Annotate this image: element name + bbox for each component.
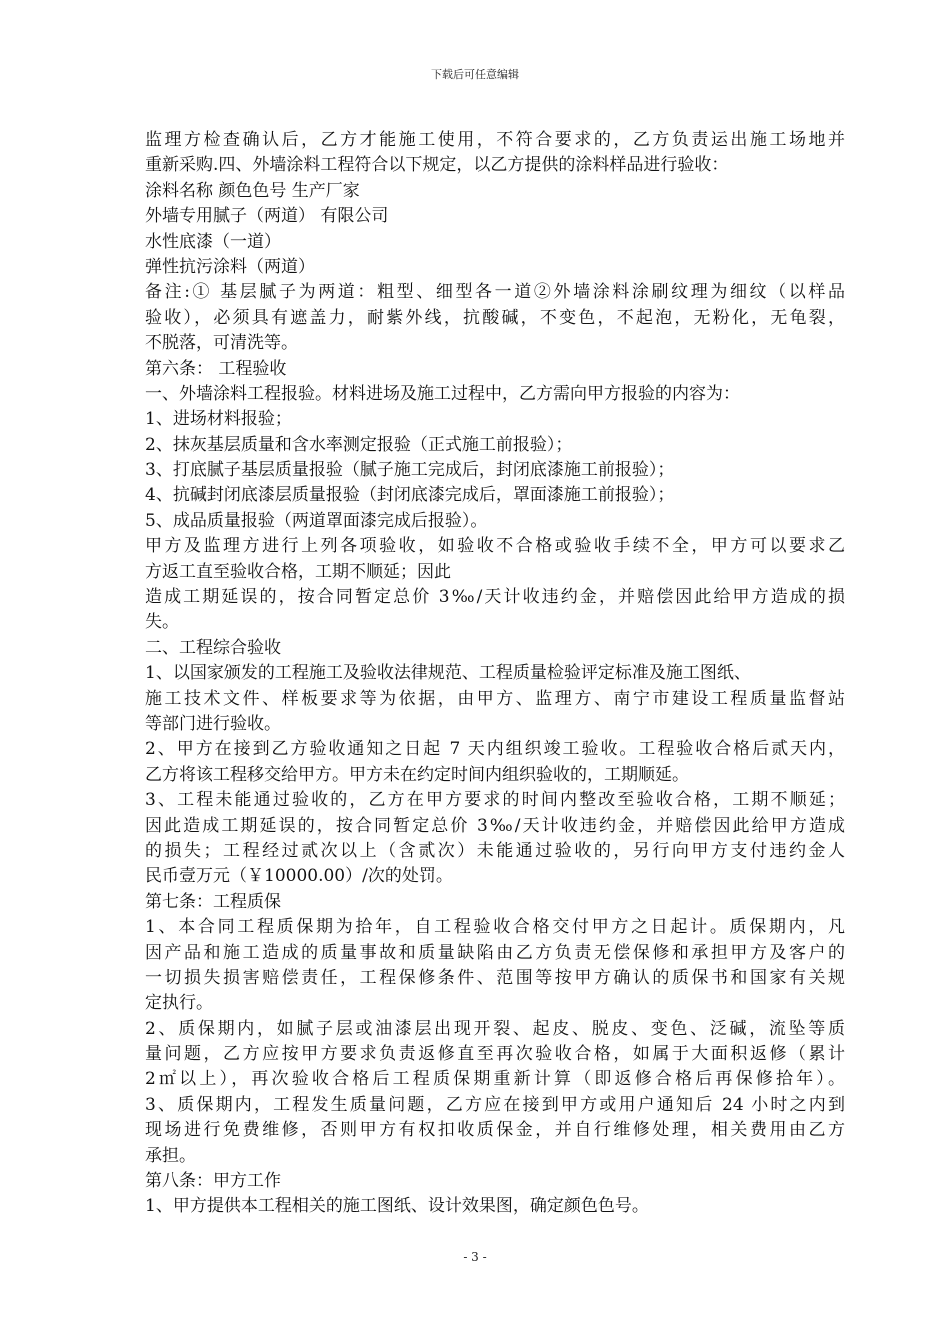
text-line: 的损失；工程经过贰次以上（含贰次）未能通过验收的，另行向甲方支付违约金人: [145, 840, 845, 861]
text-line: 备注:① 基层腻子为两道：粗型、细型各一道②外墙涂料涂刷纹理为细纹（以样品: [145, 282, 845, 303]
text-line: 外墙专用腻子（两道） 有限公司: [145, 206, 389, 227]
text-line: 现场进行免费维修，否则甲方有权扣收质保金，并自行维修处理，相关费用由乙方: [145, 1120, 845, 1141]
text-line: 承担。: [145, 1145, 196, 1166]
text-line: 定执行。: [145, 993, 213, 1014]
text-line: 1、本合同工程质保期为拾年，自工程验收合格交付甲方之日起计。质保期内，凡: [145, 917, 845, 938]
text-line: 4、抗碱封闭底漆层质量报验（封闭底漆完成后，罩面漆施工前报验）；: [145, 485, 675, 506]
text-line: 施工技术文件、样板要求等为依据，由甲方、监理方、南宁市建设工程质量监督站: [145, 688, 845, 709]
text-line: 3、工程未能通过验收的，乙方在甲方要求的时间内整改至验收合格，工期不顺延；: [145, 790, 845, 811]
page-header: 下载后可任意编辑: [431, 68, 519, 81]
text-line: 量问题，乙方应按甲方要求负责返修直至再次验收合格，如属于大面积返修（累计: [145, 1044, 845, 1065]
text-line: 监理方检查确认后，乙方才能施工使用，不符合要求的，乙方负责运出施工场地并: [145, 130, 845, 150]
text-line: 水性底漆（一道）: [145, 231, 281, 252]
text-line: 2、质保期内，如腻子层或油漆层出现开裂、起皮、脱皮、变色、泛碱，流坠等质: [145, 1018, 845, 1039]
text-line: 不脱落，可清洗等。: [145, 333, 298, 354]
text-line: 2㎡以上），再次验收合格后工程质保期重新计算（即返修合格后再保修拾年）。: [145, 1069, 845, 1090]
text-line: 1、进场材料报验；: [145, 409, 292, 430]
text-line: 5、成品质量报验（两道罩面漆完成后报验）。: [145, 510, 488, 531]
text-line: 一、外墙涂料工程报验。材料进场及施工过程中，乙方需向甲方报验的内容为：: [145, 383, 740, 404]
text-line: 失。: [145, 612, 179, 633]
text-line: 二、工程综合验收: [145, 637, 281, 658]
text-line: 2、抹灰基层质量和含水率测定报验（正式施工前报验）；: [145, 434, 573, 455]
text-line: 第七条：工程质保: [145, 891, 281, 912]
text-line: 乙方将该工程移交给甲方。甲方未在约定时间内组织验收的，工期顺延。: [145, 764, 689, 785]
text-line: 3、打底腻子基层质量报验（腻子施工完成后，封闭底漆施工前报验）；: [145, 460, 675, 481]
text-line: 等部门进行验收。: [145, 713, 281, 734]
text-line: 重新采购.四、外墙涂料工程符合以下规定，以乙方提供的涂料样品进行验收：: [145, 155, 729, 176]
text-line: 方返工直至验收合格，工期不顺延；因此: [145, 561, 451, 582]
page-number: - 3 -: [463, 1250, 487, 1264]
text-line: 1、甲方提供本工程相关的施工图纸、设计效果图，确定颜色色号。: [145, 1196, 649, 1217]
text-line: 第六条： 工程验收: [145, 358, 287, 379]
text-line: 一切损失损害赔偿责任，工程保修条件、范围等按甲方确认的质保书和国家有关规: [145, 967, 845, 988]
document-body: [145, 128, 845, 1220]
text-line: 3、质保期内，工程发生质量问题，乙方应在接到甲方或用户通知后 24 小时之内到: [145, 1094, 845, 1115]
text-line: 造成工期延误的，按合同暂定总价 3‰/天计收违约金，并赔偿因此给甲方造成的损: [145, 587, 845, 608]
text-line: 甲方及监理方进行上列各项验收，如验收不合格或验收手续不全，甲方可以要求乙: [145, 536, 845, 557]
text-line: 涂料名称 颜色色号 生产厂家: [145, 180, 360, 201]
text-line: 第八条：甲方工作: [145, 1171, 281, 1192]
text-line: 因产品和施工造成的质量事故和质量缺陷由乙方负责无偿保修和承担甲方及客户的: [145, 942, 845, 963]
text-line: 2、甲方在接到乙方验收通知之日起 7 天内组织竣工验收。工程验收合格后贰天内，: [145, 739, 845, 760]
text-line: 1、以国家颁发的工程施工及验收法律规范、工程质量检验评定标准及施工图纸、: [145, 663, 751, 684]
text-line: 民币壹万元（￥10000.00）/次的处罚。: [145, 866, 453, 887]
text-line: 因此造成工期延误的，按合同暂定总价 3‰/天计收违约金，并赔偿因此给甲方造成: [145, 815, 845, 836]
text-line: 弹性抗污涂料（两道）: [145, 256, 315, 277]
text-line: 验收），必须具有遮盖力，耐紫外线，抗酸碱，不变色，不起泡，无粉化，无龟裂，: [145, 307, 845, 328]
